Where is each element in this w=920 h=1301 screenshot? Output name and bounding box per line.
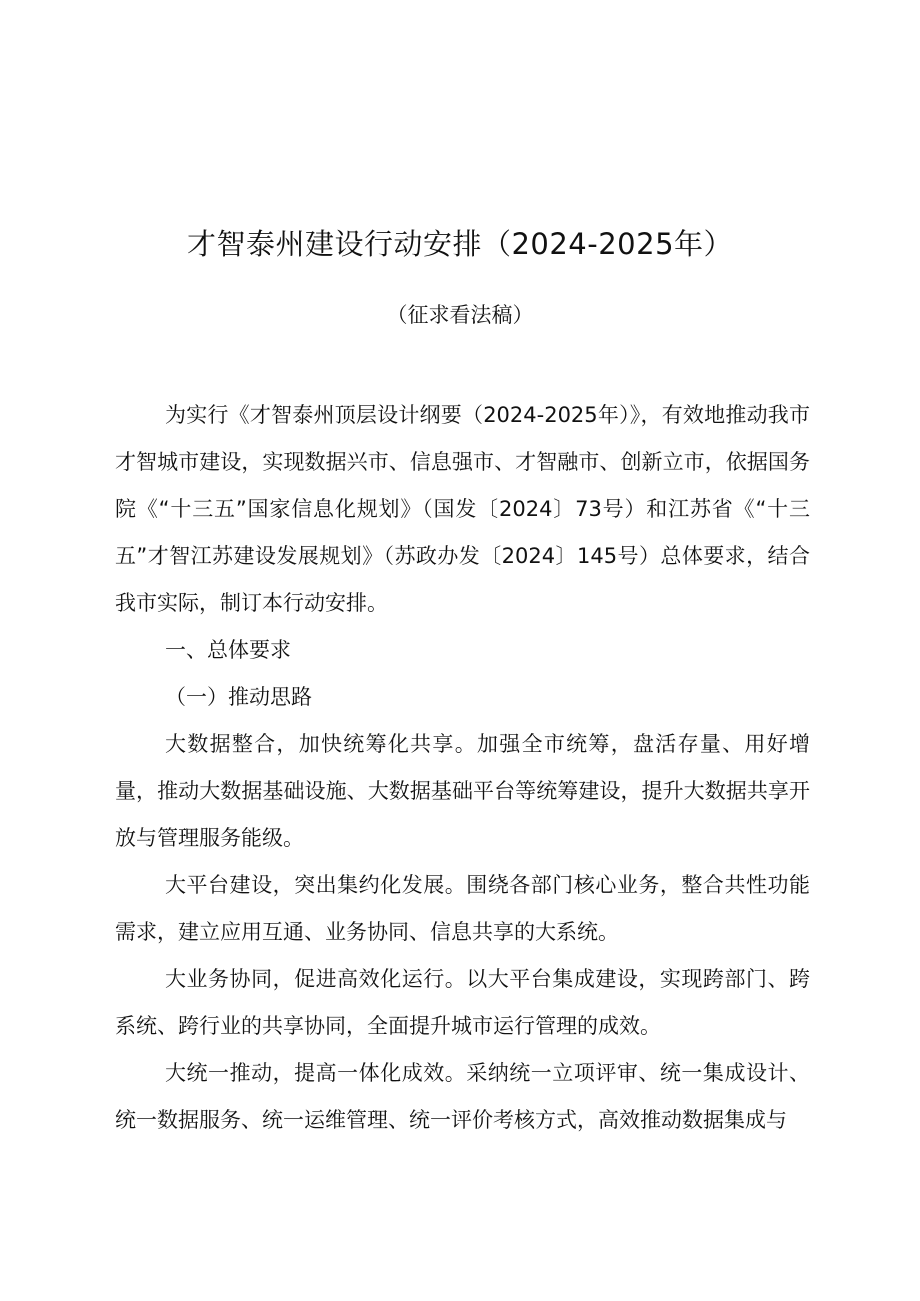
body-paragraph: 大统一推动，提高一体化成效。采纳统一立项评审、统一集成设计、统一数据服务、统一运维管理、统一评价考核方式，高效推动数据集成与 xyxy=(115,1061,810,1132)
body-paragraph: 大平台建设，突出集约化发展。围绕各部门核心业务，整合共性功能需求，建立应用互通、业务协同、信息共享的大系统。 xyxy=(115,873,810,944)
document-body xyxy=(115,392,810,1144)
body-paragraph: 大业务协同，促进高效化运行。以大平台集成建设，实现跨部门、跨系统、跨行业的共享协同，全面提升城市运行管理的成效。 xyxy=(115,967,810,1038)
intro-paragraph: 为实行《才智泰州顶层设计纲要（2024-2025年）》，有效地推动我市才智城市建设，实现数据兴市、信息强市、才智融市、创新立市，依据国务院《“十三五”国家信息化规划》（国发〔2024〕73号）和江苏省《“十三五”才智江苏建设发展规划》（苏政办发〔2024〕145号）总体要求，结合我市实际，制订本行动安排。 xyxy=(115,403,810,615)
body-paragraph: 大数据整合，加快统筹化共享。加强全市统筹，盘活存量、用好增量，推动大数据基础设施、大数据基础平台等统筹建设，提升大数据共享开放与管理服务能级。 xyxy=(115,732,810,850)
document-title: 才智泰州建设行动安排（2024-2025年） xyxy=(186,227,734,261)
subsection-heading-approach: （一）推动思路 xyxy=(165,685,312,709)
section-heading-overall-requirements: 一、总体要求 xyxy=(165,638,291,662)
document-subtitle: （征求看法稿） xyxy=(386,303,534,327)
